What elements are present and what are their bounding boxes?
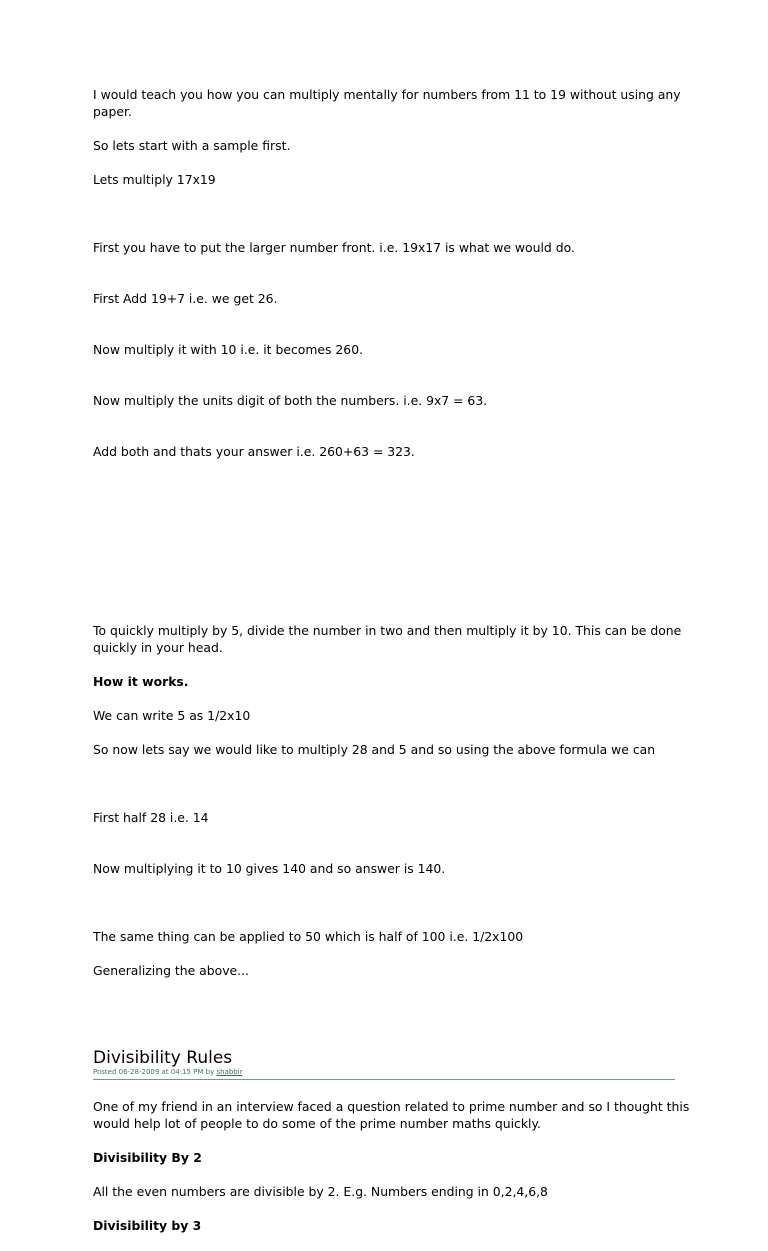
steps-paragraph bbox=[93, 205, 693, 494]
divisibility-by-3-heading: Divisibility by 3 bbox=[93, 1218, 202, 1233]
step-line: Now multiply it with 10 i.e. it becomes 260. bbox=[93, 342, 364, 357]
blank-spacer bbox=[93, 996, 693, 1048]
fifty-paragraph: The same thing can be applied to 50 which is half of 100 i.e. 1/2x100 bbox=[93, 929, 524, 944]
how-it-works-heading: How it works. bbox=[93, 674, 189, 689]
blank-spacer bbox=[93, 511, 693, 622]
example-28-paragraph: So now lets say we would like to multiply 28 and 5 and so using the above formula we can bbox=[93, 742, 656, 757]
post-intro-paragraph: One of my friend in an interview faced a question related to prime number and so I thought this would help lot of people to do some of the prime number maths quickly. bbox=[93, 1099, 694, 1131]
step-line: Add both and thats your answer i.e. 260+63 = 323. bbox=[93, 444, 415, 459]
author-link[interactable]: shabbir bbox=[216, 1068, 243, 1076]
step-line: First you have to put the larger number front. i.e. 19x17 is what we would do. bbox=[93, 240, 575, 255]
step-line: First Add 19+7 i.e. we get 26. bbox=[93, 291, 278, 306]
post-meta-text: Posted 06-28-2009 at 04:15 PM by bbox=[93, 1068, 217, 1076]
example-paragraph: Lets multiply 17x19 bbox=[93, 172, 216, 187]
generalizing-paragraph: Generalizing the above... bbox=[93, 963, 249, 978]
half-steps-paragraph bbox=[93, 775, 693, 911]
formula-paragraph: We can write 5 as 1/2x10 bbox=[93, 708, 251, 723]
step-line: First half 28 i.e. 14 bbox=[93, 810, 209, 825]
step-line: Now multiplying it to 10 gives 140 and so answer is 140. bbox=[93, 861, 446, 876]
post-title: Divisibility Rules bbox=[93, 1048, 233, 1068]
step-line: Now multiply the units digit of both the numbers. i.e. 9x7 = 63. bbox=[93, 393, 488, 408]
multiply-by-5-paragraph: To quickly multiply by 5, divide the number in two and then multiply it by 10. This can be done quickly in your head. bbox=[93, 623, 686, 655]
sample-paragraph: So lets start with a sample first. bbox=[93, 138, 291, 153]
post-body bbox=[93, 1098, 693, 1234]
post-meta bbox=[93, 1068, 675, 1080]
divisibility-by-2-heading: Divisibility By 2 bbox=[93, 1150, 202, 1165]
intro-paragraph: I would teach you how you can multiply mentally for numbers from 11 to 19 without using any paper. bbox=[93, 87, 685, 119]
document-page bbox=[93, 86, 693, 1251]
divisibility-by-2-paragraph: All the even numbers are divisible by 2. E.g. Numbers ending in 0,2,4,6,8 bbox=[93, 1184, 548, 1199]
